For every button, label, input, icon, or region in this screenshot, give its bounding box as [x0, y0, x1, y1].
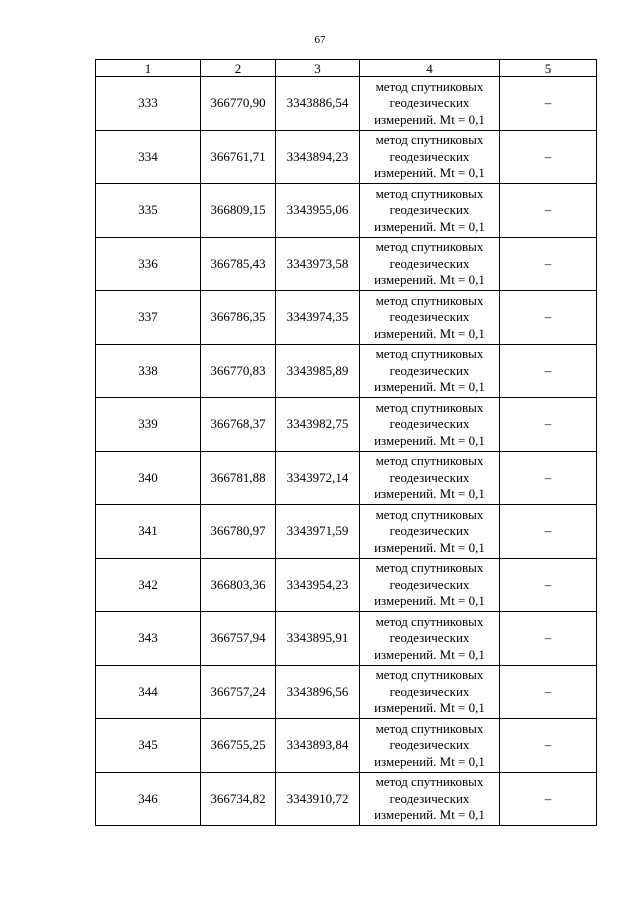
y-coordinate-cell: 3343886,54 [276, 77, 360, 131]
method-line: измерений. Mt = 0,1 [374, 325, 485, 341]
method-line: метод спутниковых [375, 78, 484, 94]
note-cell: – [500, 130, 597, 184]
note-cell: – [500, 237, 597, 291]
method-line: метод спутниковых [375, 399, 484, 415]
x-coordinate-cell: 366786,35 [201, 291, 276, 345]
note-cell: – [500, 772, 597, 826]
y-coordinate-cell: 3343974,35 [276, 291, 360, 345]
method-line: геодезических [389, 416, 470, 431]
method-line: измерений. Mt = 0,1 [374, 753, 485, 769]
note-cell: – [500, 612, 597, 666]
x-coordinate-cell: 366781,88 [201, 451, 276, 505]
point-number-cell: 344 [96, 665, 201, 719]
point-number-cell: 341 [96, 505, 201, 559]
point-number-cell: 346 [96, 772, 201, 826]
method-line: геодезических [389, 737, 470, 752]
method-line: метод спутниковых [375, 453, 484, 468]
method-line: геодезических [389, 362, 470, 378]
y-coordinate-cell: 3343910,72 [276, 772, 360, 826]
method-line: измерений. Mt = 0,1 [374, 379, 485, 394]
y-coordinate-cell: 3343896,56 [276, 665, 360, 719]
x-coordinate-cell: 366770,83 [201, 344, 276, 398]
y-coordinate-cell: 3343973,58 [276, 237, 360, 291]
method-line: геодезических [389, 202, 470, 217]
point-number-cell: 340 [96, 451, 201, 505]
note-cell: – [500, 451, 597, 505]
x-coordinate-cell: 366770,90 [201, 77, 276, 131]
point-number-cell: 335 [96, 184, 201, 238]
table-row [96, 505, 597, 559]
table-row [96, 719, 597, 773]
y-coordinate-cell: 3343955,06 [276, 184, 360, 238]
coordinates-table [95, 59, 597, 826]
method-line: измерений. Mt = 0,1 [374, 646, 485, 662]
y-coordinate-cell: 3343982,75 [276, 398, 360, 452]
y-coordinate-cell: 3343972,14 [276, 451, 360, 505]
method-line: геодезических [389, 255, 470, 271]
table-row [96, 184, 597, 238]
method-cell [360, 719, 500, 773]
y-coordinate-cell: 3343894,23 [276, 130, 360, 184]
table-header-row [96, 60, 597, 77]
method-line: метод спутниковых [375, 239, 484, 254]
table-row [96, 451, 597, 505]
method-cell [360, 237, 500, 291]
page-number: 67 [314, 34, 326, 46]
note-cell: – [500, 665, 597, 719]
method-line: измерений. Mt = 0,1 [374, 593, 485, 608]
y-coordinate-cell: 3343895,91 [276, 612, 360, 666]
table-row [96, 237, 597, 291]
method-line: геодезических [389, 148, 470, 164]
method-line: метод спутниковых [375, 185, 484, 201]
x-coordinate-cell: 366734,82 [201, 772, 276, 826]
point-number-cell: 337 [96, 291, 201, 345]
table-row [96, 772, 597, 826]
x-coordinate-cell: 366803,36 [201, 558, 276, 612]
y-coordinate-cell: 3343893,84 [276, 719, 360, 773]
point-number-cell: 342 [96, 558, 201, 612]
y-coordinate-cell: 3343971,59 [276, 505, 360, 559]
method-cell [360, 612, 500, 666]
note-cell: – [500, 291, 597, 345]
method-cell [360, 398, 500, 452]
method-cell [360, 558, 500, 612]
method-line: измерений. Mt = 0,1 [374, 539, 485, 555]
method-cell [360, 772, 500, 826]
method-line: метод спутниковых [375, 667, 484, 682]
point-number-cell: 338 [96, 344, 201, 398]
method-line: метод спутниковых [375, 774, 484, 789]
column-header: 3 [276, 60, 360, 77]
table-row [96, 665, 597, 719]
note-cell: – [500, 398, 597, 452]
method-cell [360, 451, 500, 505]
table-row [96, 130, 597, 184]
method-line: геодезических [389, 95, 470, 110]
point-number-cell: 336 [96, 237, 201, 291]
method-line: измерений. Mt = 0,1 [374, 165, 485, 180]
method-line: метод спутниковых [375, 506, 484, 522]
table-row [96, 77, 597, 131]
method-line: геодезических [389, 469, 470, 485]
table-row [96, 398, 597, 452]
x-coordinate-cell: 366809,15 [201, 184, 276, 238]
method-cell [360, 665, 500, 719]
note-cell: – [500, 184, 597, 238]
x-coordinate-cell: 366780,97 [201, 505, 276, 559]
note-cell: – [500, 719, 597, 773]
note-cell: – [500, 344, 597, 398]
point-number-cell: 333 [96, 77, 201, 131]
method-line: измерений. Mt = 0,1 [374, 807, 485, 822]
column-header: 4 [360, 60, 500, 77]
method-line: геодезических [389, 576, 470, 592]
method-line: измерений. Mt = 0,1 [374, 218, 485, 234]
method-cell [360, 505, 500, 559]
method-line: измерений. Mt = 0,1 [374, 432, 485, 448]
method-line: метод спутниковых [375, 613, 484, 629]
method-line: геодезических [389, 630, 470, 645]
method-line: метод спутниковых [375, 346, 484, 361]
method-cell [360, 77, 500, 131]
note-cell: – [500, 77, 597, 131]
table-row [96, 291, 597, 345]
x-coordinate-cell: 366755,25 [201, 719, 276, 773]
point-number-cell: 334 [96, 130, 201, 184]
method-line: геодезических [389, 523, 470, 538]
method-line: геодезических [389, 309, 470, 324]
point-number-cell: 339 [96, 398, 201, 452]
note-cell: – [500, 558, 597, 612]
y-coordinate-cell: 3343954,23 [276, 558, 360, 612]
note-cell: – [500, 505, 597, 559]
column-header: 2 [201, 60, 276, 77]
point-number-cell: 345 [96, 719, 201, 773]
method-line: геодезических [389, 790, 470, 806]
x-coordinate-cell: 366757,24 [201, 665, 276, 719]
method-line: метод спутниковых [375, 292, 484, 308]
y-coordinate-cell: 3343985,89 [276, 344, 360, 398]
method-line: измерений. Mt = 0,1 [374, 111, 485, 127]
table-row [96, 612, 597, 666]
table-row [96, 558, 597, 612]
method-cell [360, 344, 500, 398]
method-cell [360, 291, 500, 345]
x-coordinate-cell: 366785,43 [201, 237, 276, 291]
table-row [96, 344, 597, 398]
method-line: измерений. Mt = 0,1 [374, 272, 485, 287]
method-line: метод спутниковых [375, 720, 484, 736]
method-cell [360, 184, 500, 238]
method-line: измерений. Mt = 0,1 [374, 700, 485, 715]
x-coordinate-cell: 366761,71 [201, 130, 276, 184]
x-coordinate-cell: 366757,94 [201, 612, 276, 666]
method-cell [360, 130, 500, 184]
point-number-cell: 343 [96, 612, 201, 666]
method-line: метод спутниковых [375, 132, 484, 147]
method-line: геодезических [389, 683, 470, 699]
column-header: 1 [96, 60, 201, 77]
method-line: метод спутниковых [375, 560, 484, 575]
column-header: 5 [500, 60, 597, 77]
x-coordinate-cell: 366768,37 [201, 398, 276, 452]
method-line: измерений. Mt = 0,1 [374, 486, 485, 501]
